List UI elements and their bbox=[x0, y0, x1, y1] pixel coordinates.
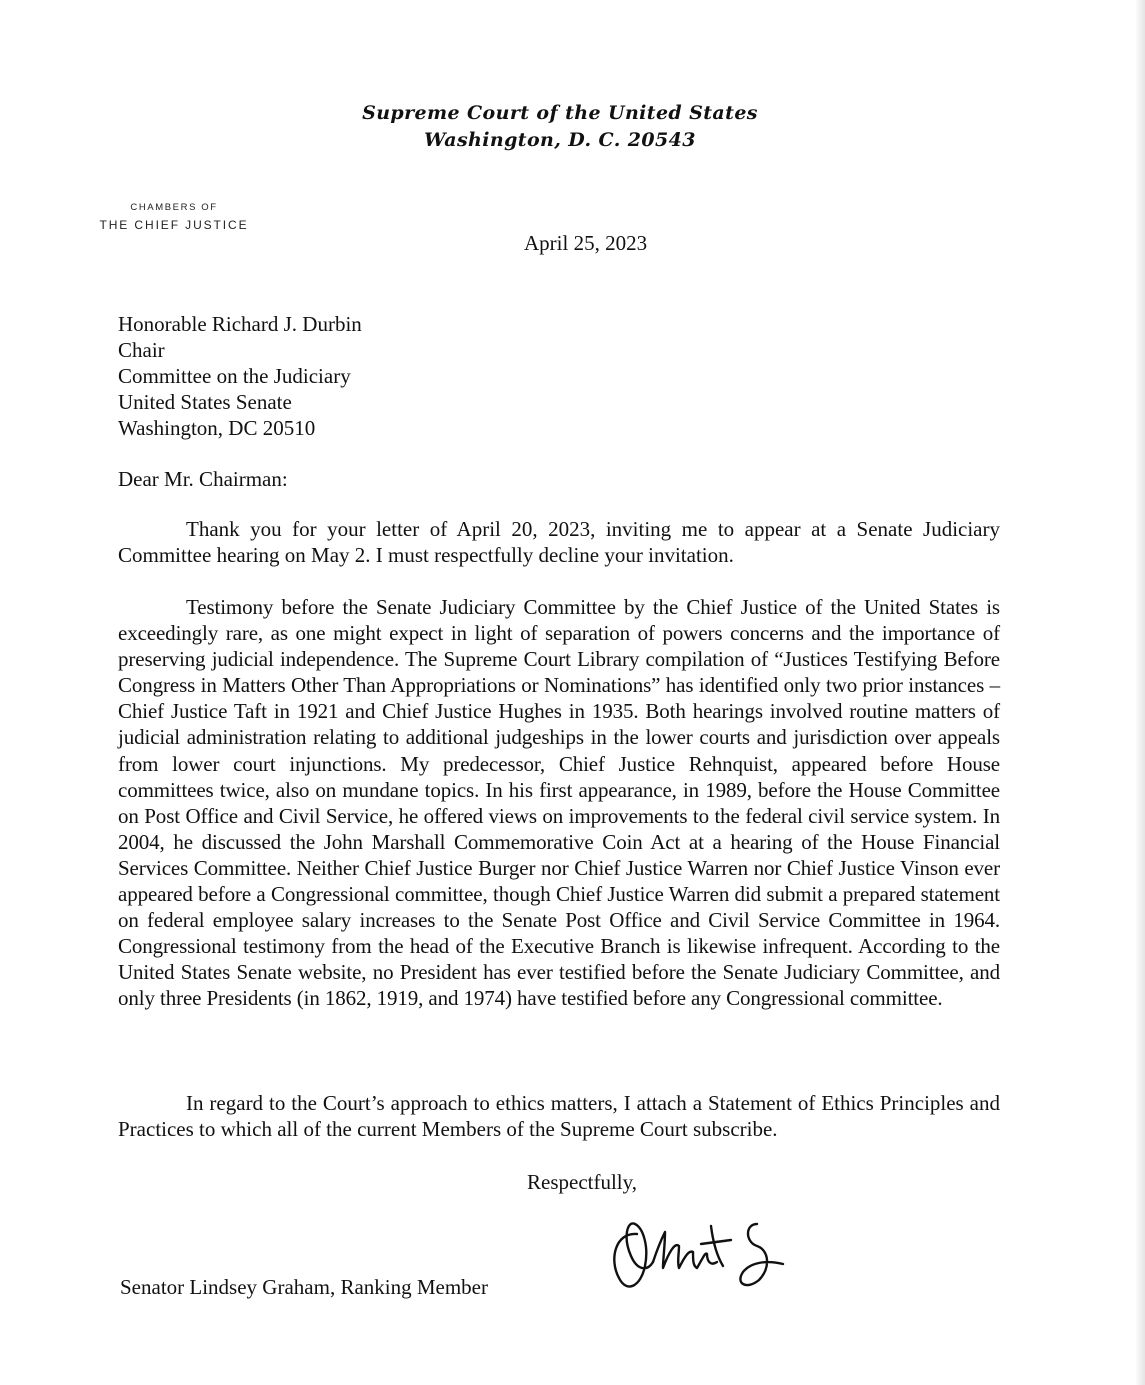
letterhead bbox=[340, 100, 780, 154]
body-paragraph-1 bbox=[118, 516, 1000, 568]
chambers-line-1: CHAMBERS OF bbox=[130, 202, 218, 213]
body-paragraph-2 bbox=[118, 594, 1000, 1012]
body-paragraph-2-text: Testimony before the Senate Judiciary Committee by the Chief Justice of the United States is exceedingly rare, as one might expect in light of separation of powers concerns and the importance of preserving judicial independence. The Supreme Court Library compilation of “Justices Testifying Before Congress in Matters Other Than Appropriations or Nominations” has identified only two prior instances – Chief Justice Taft in 1921 and Chief Justice Hughes in 1935. Both hearings involved routine matters of judicial administration relating to additional judgeships in the lower courts and jurisdiction over appeals from lower court injunctions. My predecessor, Chief Justice Rehnquist, appeared before House committees twice, also on mundane topics. In his first appearance, in 1989, before the House Committee on Post Office and Civil Service, he offered views on improvements to the federal civil service system. In 2004, he discussed the John Marshall Commemorative Coin Act at a hearing of the House Financial Services Committee. Neither Chief Justice Burger nor Chief Justice Warren nor Chief Justice Vinson ever appeared before a Congressional committee, though Chief Justice Warren did submit a prepared statement on federal employee salary increases to the Senate Post Office and Civil Service Committee in 1964. Congressional testimony from the head of the Executive Branch is likewise infrequent. According to the United States Senate website, no President has ever testified before the Senate Judiciary Committee, and only three Presidents (in 1862, 1919, and 1974) have testified before any Congressional committee. bbox=[118, 595, 1000, 1011]
letter-date: April 25, 2023 bbox=[524, 231, 648, 255]
handwritten-signature bbox=[607, 1212, 807, 1302]
cc-line: Senator Lindsey Graham, Ranking Member bbox=[120, 1275, 488, 1299]
recipient-title: Chair bbox=[118, 338, 165, 362]
letterhead-address: Washington, D. C. 20543 bbox=[424, 129, 696, 151]
recipient-body: United States Senate bbox=[118, 390, 292, 414]
body-paragraph-3 bbox=[118, 1090, 1000, 1142]
recipient-name: Honorable Richard J. Durbin bbox=[118, 312, 362, 336]
recipient-address bbox=[118, 311, 362, 441]
salutation: Dear Mr. Chairman: bbox=[118, 467, 288, 491]
chambers-line-2: THE CHIEF JUSTICE bbox=[99, 218, 249, 232]
closing: Respectfully, bbox=[527, 1170, 638, 1194]
body-paragraph-1-text: Thank you for your letter of April 20, 2023, inviting me to appear at a Senate Judiciary Committee hearing on May 2. I must respectfully decline your invitation. bbox=[118, 517, 1000, 568]
recipient-city: Washington, DC 20510 bbox=[118, 416, 316, 440]
chambers-label bbox=[86, 200, 262, 234]
letterhead-court-name: Supreme Court of the United States bbox=[362, 102, 758, 124]
body-paragraph-3-text: In regard to the Court’s approach to ethics matters, I attach a Statement of Ethics Principles and Practices to which all of the current Members of the Supreme Court subscribe. bbox=[118, 1091, 1000, 1142]
recipient-committee: Committee on the Judiciary bbox=[118, 364, 351, 388]
